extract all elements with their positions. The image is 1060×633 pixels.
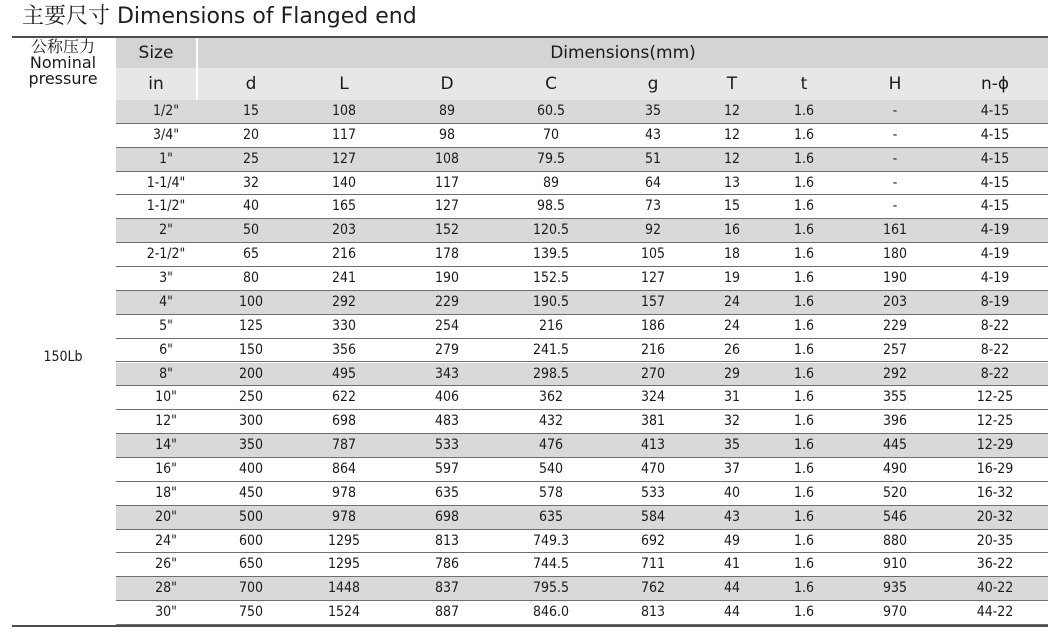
column-header-col-1: d [206,68,296,100]
size-cell: 1-1/4" [146,174,186,191]
value-cell: 533 [434,437,460,454]
value-cell: 578 [538,484,564,501]
value-cell: 161 [882,222,908,239]
value-cell: 19 [723,270,741,287]
value-cell: 935 [882,580,908,597]
value-cell: 324 [640,389,666,406]
value-cell: 190.5 [532,293,570,310]
size-cell: 4" [159,293,173,310]
value-cell: 970 [882,604,908,621]
value-cell: 20 [242,126,260,143]
value-cell: 500 [238,508,264,525]
value-cell: 343 [434,365,460,382]
value-cell: 44-22 [976,604,1014,621]
value-cell: 490 [882,460,908,477]
value-cell: 241 [331,270,357,287]
value-cell: 381 [640,413,666,430]
value-cell: 229 [434,293,460,310]
table-row [116,434,1048,458]
value-cell: 1.6 [793,317,815,334]
value-cell: 787 [331,437,357,454]
column-header-col-9: n-ϕ [945,68,1045,100]
value-cell: 16-32 [976,484,1014,501]
value-cell: 108 [331,103,357,119]
value-cell: 31 [723,389,741,406]
value-cell: 1.6 [793,150,815,167]
size-cell: 30" [155,604,177,621]
value-cell: 749.3 [532,532,570,549]
value-cell: 98 [438,126,456,143]
value-cell: 1295 [327,556,361,573]
value-cell: 1.6 [793,270,815,287]
size-cell: 24" [155,532,177,549]
value-cell: 16 [723,222,741,239]
pressure-class-cell [12,100,114,625]
value-cell: 216 [640,341,666,358]
value-cell: 35 [644,103,662,119]
value-cell: 1.6 [793,604,815,621]
size-cell: 14" [155,437,177,454]
value-cell: 1.6 [793,293,815,310]
value-cell: 24 [723,317,741,334]
value-cell: 330 [331,317,357,334]
value-cell: 180 [882,246,908,263]
table-row [116,219,1048,243]
value-cell: 152.5 [532,270,570,287]
value-cell: 355 [882,389,908,406]
value-cell: 36-22 [976,556,1014,573]
value-cell: 51 [644,150,662,167]
size-cell: 12" [155,413,177,430]
value-cell: 44 [723,580,741,597]
value-cell: 450 [238,484,264,501]
value-cell: 100 [238,293,264,310]
dimensions-table [12,36,1048,628]
size-cell: 1-1/2" [146,198,186,215]
size-cell: 18" [155,484,177,501]
table-row [116,315,1048,339]
value-cell: 15 [723,198,741,215]
column-header-col-5: g [608,68,698,100]
nominal-pressure-zh: 公称压力 [30,37,95,56]
value-cell: 270 [640,365,666,382]
table-row [116,363,1048,387]
value-cell: 79.5 [536,150,566,167]
value-cell: 98.5 [536,198,566,215]
value-cell: 1.6 [793,222,815,239]
value-cell: 203 [331,222,357,239]
table-row [116,577,1048,601]
value-cell: 1.6 [793,174,815,191]
table-row [116,458,1048,482]
value-cell: 700 [238,580,264,597]
value-cell: 300 [238,413,264,430]
size-cell: 3" [159,270,173,287]
value-cell: 1.6 [793,437,815,454]
value-cell: 92 [644,222,662,239]
value-cell: 1.6 [793,556,815,573]
value-cell: 1295 [327,532,361,549]
table-row [116,553,1048,577]
value-cell: 12-25 [976,413,1014,430]
size-cell: 20" [155,508,177,525]
size-cell: 1/2" [152,103,180,119]
table-row [116,601,1048,625]
value-cell: 18 [723,246,741,263]
value-cell: 190 [434,270,460,287]
value-cell: 744.5 [532,556,570,573]
value-cell: 1.6 [793,198,815,215]
table-row [116,410,1048,434]
value-cell: 216 [538,317,564,334]
size-cell: 10" [155,389,177,406]
value-cell: 540 [538,460,564,477]
value-cell: 4-15 [980,198,1010,215]
value-cell: 846.0 [532,604,570,621]
value-cell: 298.5 [532,365,570,382]
value-cell: 711 [640,556,666,573]
value-cell: 1.6 [793,365,815,382]
value-cell: 813 [434,532,460,549]
value-cell: 50 [242,222,260,239]
value-cell: 1.6 [793,484,815,501]
value-cell: 32 [242,174,260,191]
value-cell: 203 [882,293,908,310]
value-cell: 89 [438,103,456,119]
value-cell: 476 [538,437,564,454]
value-cell: 1.6 [793,246,815,263]
value-cell: 356 [331,341,357,358]
value-cell: 108 [434,150,460,167]
size-header: Size [116,38,196,68]
value-cell: 1.6 [793,508,815,525]
value-cell: 125 [238,317,264,334]
value-cell: 16-29 [976,460,1014,477]
table-row [116,267,1048,291]
value-cell: 35 [723,437,741,454]
value-cell: 406 [434,389,460,406]
value-cell: 584 [640,508,666,525]
table-row [116,124,1048,148]
value-cell: 37 [723,460,741,477]
value-cell: 40 [242,198,260,215]
table-row [116,506,1048,530]
value-cell: 762 [640,580,666,597]
table-row [116,482,1048,506]
value-cell: 80 [242,270,260,287]
table-bottom-rule [12,625,1048,627]
value-cell: 413 [640,437,666,454]
value-cell: 837 [434,580,460,597]
value-cell: 216 [331,246,357,263]
table-row [116,530,1048,554]
value-cell: 546 [882,508,908,525]
value-cell: 279 [434,341,460,358]
dimensions-header: Dimensions(mm) [198,38,1048,68]
size-cell: 6" [159,341,173,358]
value-cell: 257 [882,341,908,358]
value-cell: 520 [882,484,908,501]
value-cell: 4-15 [980,126,1010,143]
value-cell: 813 [640,604,666,621]
value-cell: 73 [644,198,662,215]
value-cell: 40-22 [976,580,1014,597]
table-row [116,195,1048,219]
value-cell: 887 [434,604,460,621]
value-cell: 127 [640,270,666,287]
value-cell: 12 [723,126,741,143]
value-cell: 152 [434,222,460,239]
value-cell: 140 [331,174,357,191]
value-cell: 396 [882,413,908,430]
value-cell: 597 [434,460,460,477]
value-cell: 49 [723,532,741,549]
value-cell: 1.6 [793,389,815,406]
value-cell: 105 [640,246,666,263]
value-cell: 4-15 [980,103,1010,119]
value-cell: 750 [238,604,264,621]
column-header-col-6: T [697,68,767,100]
value-cell: 400 [238,460,264,477]
pressure-class-label: 150Lb [43,349,83,365]
value-cell: 483 [434,413,460,430]
value-cell: 13 [723,174,741,191]
value-cell: 1.6 [793,532,815,549]
nominal-pressure-en-1: Nominal [29,53,97,72]
value-cell: 1.6 [793,341,815,358]
value-cell: 150 [238,341,264,358]
size-cell: 1" [159,150,173,167]
value-cell: 254 [434,317,460,334]
value-cell: 117 [331,126,357,143]
size-cell: 8" [159,365,173,382]
value-cell: 8-22 [980,317,1010,334]
table-row [116,243,1048,267]
value-cell: 157 [640,293,666,310]
value-cell: 241.5 [532,341,570,358]
size-cell: 3/4" [152,126,180,143]
column-header-col-3: D [397,68,497,100]
value-cell: 29 [723,365,741,382]
value-cell: 692 [640,532,666,549]
table-row [116,148,1048,172]
table-row [116,386,1048,410]
value-cell: 20-32 [976,508,1014,525]
value-cell: 8-22 [980,341,1010,358]
size-cell: 2-1/2" [146,246,186,263]
value-cell: 20-35 [976,532,1014,549]
value-cell: - [892,126,898,143]
value-cell: 24 [723,293,741,310]
value-cell: 1.6 [793,580,815,597]
value-cell: 4-19 [980,246,1010,263]
value-cell: - [892,198,898,215]
value-cell: 292 [331,293,357,310]
value-cell: 12 [723,103,741,119]
value-cell: 362 [538,389,564,406]
value-cell: 117 [434,174,460,191]
value-cell: 292 [882,365,908,382]
value-cell: 533 [640,484,666,501]
column-header-col-8: H [845,68,945,100]
value-cell: 4-19 [980,270,1010,287]
value-cell: 65 [242,246,260,263]
value-cell: 495 [331,365,357,382]
value-cell: 25 [242,150,260,167]
value-cell: 470 [640,460,666,477]
value-cell: 1.6 [793,126,815,143]
value-cell: 650 [238,556,264,573]
size-cell: 28" [155,580,177,597]
value-cell: 44 [723,604,741,621]
value-cell: 190 [882,270,908,287]
value-cell: 635 [434,484,460,501]
value-cell: 698 [331,413,357,430]
value-cell: 43 [723,508,741,525]
value-cell: 350 [238,437,264,454]
size-cell: 16" [155,460,177,477]
column-header-col-4: C [496,68,606,100]
value-cell: 698 [434,508,460,525]
value-cell: 127 [434,198,460,215]
value-cell: 795.5 [532,580,570,597]
nominal-pressure-en-2: pressure [28,69,98,88]
size-cell: 26" [155,556,177,573]
value-cell: 120.5 [532,222,570,239]
value-cell: 43 [644,126,662,143]
value-cell: 445 [882,437,908,454]
value-cell: 1448 [327,580,361,597]
value-cell: 12-25 [976,389,1014,406]
value-cell: - [892,150,898,167]
table-row [116,291,1048,315]
value-cell: - [892,103,898,119]
value-cell: 64 [644,174,662,191]
value-cell: 622 [331,389,357,406]
value-cell: 4-15 [980,174,1010,191]
value-cell: 186 [640,317,666,334]
value-cell: 1.6 [793,413,815,430]
table-row [116,339,1048,363]
value-cell: 1524 [327,604,361,621]
value-cell: 60.5 [536,103,566,119]
size-cell: 5" [159,317,173,334]
value-cell: 864 [331,460,357,477]
page-title: 主要尺寸 Dimensions of Flanged end [22,4,417,29]
value-cell: 8-22 [980,365,1010,382]
value-cell: 40 [723,484,741,501]
value-cell: 978 [331,484,357,501]
value-cell: 229 [882,317,908,334]
value-cell: 910 [882,556,908,573]
value-cell: 1.6 [793,103,815,119]
table-row [116,100,1048,124]
value-cell: 15 [242,103,260,119]
value-cell: 32 [723,413,741,430]
table-row [116,172,1048,196]
value-cell: 127 [331,150,357,167]
value-cell: 880 [882,532,908,549]
value-cell: 635 [538,508,564,525]
value-cell: 978 [331,508,357,525]
value-cell: 786 [434,556,460,573]
value-cell: 4-15 [980,150,1010,167]
value-cell: 432 [538,413,564,430]
value-cell: 165 [331,198,357,215]
value-cell: 1.6 [793,460,815,477]
column-header-col-7: t [769,68,839,100]
value-cell: 89 [542,174,560,191]
value-cell: 26 [723,341,741,358]
column-header-col-2: L [296,68,392,100]
value-cell: 178 [434,246,460,263]
value-cell: 70 [542,126,560,143]
value-cell: 41 [723,556,741,573]
value-cell: 8-19 [980,293,1010,310]
size-cell: 2" [159,222,173,239]
value-cell: - [892,174,898,191]
value-cell: 139.5 [532,246,570,263]
value-cell: 12-29 [976,437,1014,454]
value-cell: 200 [238,365,264,382]
table-body [116,100,1048,625]
column-header-in: in [116,68,196,100]
value-cell: 12 [723,150,741,167]
value-cell: 600 [238,532,264,549]
nominal-pressure-header [12,38,114,100]
value-cell: 250 [238,389,264,406]
value-cell: 4-19 [980,222,1010,239]
